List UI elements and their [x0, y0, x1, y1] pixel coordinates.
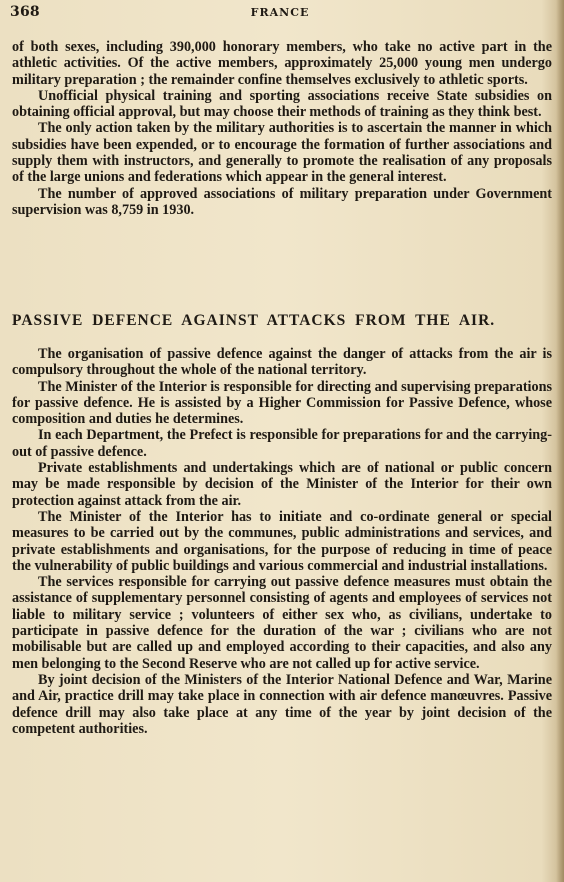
paragraph: The only action taken by the military authorities is to ascertain the manner in which subsidies have been expended, or to encourage the formation of further associations and supply them with instructors, and generally to promote the realisation of any proposals of the large unions and federations which appear in the general interest. [12, 120, 552, 186]
intro-text-block [12, 39, 552, 218]
paragraph: By joint decision of the Ministers of the Interior National Defence and War, Marine and Air, practice drill may take place in connection with air defence manœuvres. Passive defence drill may also take place at any time of the year by joint decision of the competent authorities. [12, 671, 552, 737]
running-title: FRANCE [250, 6, 310, 19]
page-edge-shadow [556, 0, 564, 882]
paragraph: of both sexes, including 390,000 honorary members, who take no active part in the athletic activities. Of the active members, approximately 25,000 young men undergo military preparation ; the remainder confine themselves exclusively to athletic sports. [12, 39, 552, 88]
paragraph: The organisation of passive defence against the danger of attacks from the air is compulsory throughout the whole of the national territory. [12, 346, 552, 379]
section-text-block [12, 346, 552, 737]
paragraph: The Minister of the Interior has to initiate and co-ordinate general or special measures to be carried out by the communes, public administrations and services, and private establishments and organisations, for the purpose of reducing in time of peace the vulnerability of public buildings and various commercial and industrial installations. [12, 508, 552, 574]
paragraph: Private establishments and undertakings which are of national or public concern may be made responsible by decision of the Minister of the Interior for their own protection against attack from the air. [12, 460, 552, 509]
section-heading: PASSIVE DEFENCE AGAINST ATTACKS FROM THE AIR. [12, 312, 496, 329]
paragraph: The number of approved associations of military preparation under Government supervision was 8,759 in 1930. [12, 185, 552, 218]
paragraph: The Minister of the Interior is responsible for directing and supervising preparations for passive defence. He is assisted by a Higher Commission for Passive Defence, whose composition and duties he determines. [12, 378, 552, 428]
paragraph: Unofficial physical training and sporting associations receive State subsidies on obtaining official approval, but may choose their methods of training as they think best. [12, 87, 552, 121]
page-header [10, 4, 550, 24]
paragraph: In each Department, the Prefect is responsible for preparations for and the carrying-out of passive defence. [12, 427, 552, 460]
page-number: 368 [10, 4, 40, 20]
paragraph: The services responsible for carrying out passive defence measures must obtain the assistance of supplementary personnel consisting of agents and employees of services not liable to military service ; volunteers of either sex who, as civilians, undertake to participate in passive defence for the duration of the war ; civilians who are not mobilisable but are called up and employed according to their capacities, and also any men belonging to the Second Reserve who are not called up for active service. [12, 574, 552, 672]
